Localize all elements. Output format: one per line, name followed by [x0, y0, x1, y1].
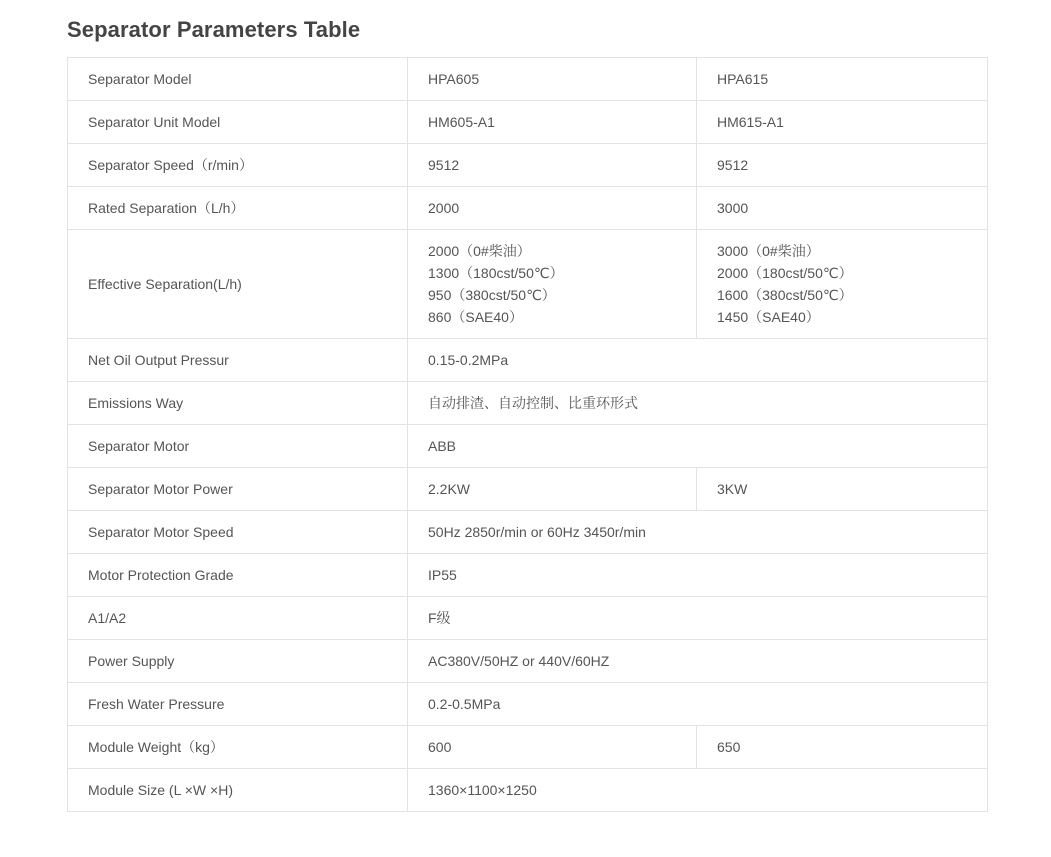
param-label: Net Oil Output Pressur [68, 339, 408, 382]
value-line: 860（SAE40） [428, 309, 523, 325]
param-label: Effective Separation(L/h) [68, 230, 408, 339]
table-row-separator-motor-speed [68, 511, 988, 554]
param-value-hpa615: 3KW [697, 468, 988, 511]
param-label: Separator Speed（r/min） [68, 144, 408, 187]
param-label: Rated Separation（L/h） [68, 187, 408, 230]
table-row-a1-a2 [68, 597, 988, 640]
param-value-shared: AC380V/50HZ or 440V/60HZ [408, 640, 988, 683]
param-label: Separator Model [68, 58, 408, 101]
table-row-separator-speed [68, 144, 988, 187]
param-value-shared: 50Hz 2850r/min or 60Hz 3450r/min [408, 511, 988, 554]
table-row-separator-motor-power [68, 468, 988, 511]
param-value-shared: 1360×1100×1250 [408, 769, 988, 812]
param-label: Separator Motor Speed [68, 511, 408, 554]
param-value-shared: 0.15-0.2MPa [408, 339, 988, 382]
param-label: Motor Protection Grade [68, 554, 408, 597]
param-label: Separator Motor [68, 425, 408, 468]
value-line: 1300（180cst/50℃） [428, 265, 564, 281]
table-row-net-oil-output-pressure [68, 339, 988, 382]
param-value-hpa605: HPA605 [408, 58, 697, 101]
page-title: Separator Parameters Table [67, 17, 361, 42]
param-label: Separator Motor Power [68, 468, 408, 511]
table-row-module-weight [68, 726, 988, 769]
param-label: Module Weight（kg） [68, 726, 408, 769]
param-value-hpa615: 3000 [697, 187, 988, 230]
table-row-fresh-water-pressure [68, 683, 988, 726]
value-line: 1450（SAE40） [717, 309, 820, 325]
param-label: A1/A2 [68, 597, 408, 640]
table-row-separator-unit-model [68, 101, 988, 144]
table-row-rated-separation [68, 187, 988, 230]
param-value-hpa605: 9512 [408, 144, 697, 187]
table-row-emissions-way [68, 382, 988, 425]
param-value-hpa605: HM605-A1 [408, 101, 697, 144]
value-line: 2000（180cst/50℃） [717, 265, 853, 281]
table-row-motor-protection-grade [68, 554, 988, 597]
table-row-separator-model [68, 58, 988, 101]
param-value-shared: 自动排渣、自动控制、比重环形式 [408, 382, 988, 425]
value-line: 2000（0#柴油） [428, 243, 531, 259]
value-line: 3000（0#柴油） [717, 243, 820, 259]
param-value-hpa605 [408, 230, 697, 339]
param-value-hpa605: 2000 [408, 187, 697, 230]
param-label: Module Size (L ×W ×H) [68, 769, 408, 812]
value-line: 1600（380cst/50℃） [717, 287, 853, 303]
param-value-hpa615: HM615-A1 [697, 101, 988, 144]
param-value-shared: ABB [408, 425, 988, 468]
table-row-module-size [68, 769, 988, 812]
param-value-hpa615: HPA615 [697, 58, 988, 101]
param-label: Separator Unit Model [68, 101, 408, 144]
table-row-separator-motor [68, 425, 988, 468]
table-row-effective-separation [68, 230, 988, 339]
param-value-hpa615: 650 [697, 726, 988, 769]
param-value-shared: IP55 [408, 554, 988, 597]
param-value-hpa605: 2.2KW [408, 468, 697, 511]
param-value-shared: 0.2-0.5MPa [408, 683, 988, 726]
separator-parameters-table [67, 57, 988, 812]
param-label: Power Supply [68, 640, 408, 683]
param-value-shared: F级 [408, 597, 988, 640]
param-value-hpa605: 600 [408, 726, 697, 769]
value-line: 950（380cst/50℃） [428, 287, 556, 303]
param-label: Emissions Way [68, 382, 408, 425]
param-label: Fresh Water Pressure [68, 683, 408, 726]
param-value-hpa615 [697, 230, 988, 339]
param-value-hpa615: 9512 [697, 144, 988, 187]
table-row-power-supply [68, 640, 988, 683]
